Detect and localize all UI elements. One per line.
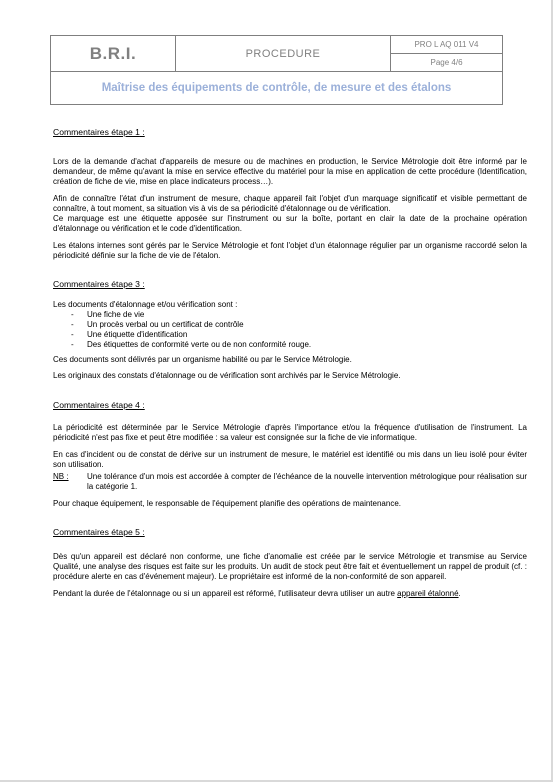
document-subtitle: Maîtrise des équipements de contrôle, de mesure et des étalons: [101, 82, 452, 94]
org-name: B.R.I.: [51, 36, 176, 72]
section-title-step5: Commentaires étape 5 :: [53, 527, 145, 537]
section-title-step3: Commentaires étape 3 :: [53, 279, 145, 289]
step1-paragraph-2: Afin de connaître l'état d'un instrument de mesure, chaque appareil fait l'objet d'un marquage significatif et visible permettant de connaître, à tout moment, sa situation vis à vis de sa périodicité d'étalonnage ou de vérification.: [53, 194, 527, 213]
step3-intro: Les documents d'étalonnage et/ou vérification sont :: [53, 300, 238, 309]
step4-paragraph-1: La périodicité est déterminée par le Service Métrologie d'après l'importance et/ou la fréquence d'utilisation de l'instrument. La périodicité n'est pas fixe et peut être modifiée : sa valeur est consignée sur la fiche de vie informatique.: [53, 423, 527, 442]
step4-note: [53, 472, 527, 492]
note-text: Une tolérance d'un mois est accordée à compter de l'échéance de la nouvelle intervention métrologique pour réalisation sur la catégorie 1.: [87, 472, 527, 491]
step3-paragraph-2: Les originaux des constats d'étalonnage ou de vérification sont archivés par le Service Métrologie.: [53, 371, 401, 380]
step1-paragraph-3: Ce marquage est une étiquette apposée sur l'instrument ou sur la boîte, portant en clair la date de la prochaine opération d'étalonnage ou vérification et le code d'identification.: [53, 214, 527, 233]
list-item: - Une fiche de vie: [71, 310, 527, 320]
calibrated-device-link: appareil étalonné: [397, 589, 459, 598]
section-title-step1: Commentaires étape 1 :: [53, 127, 145, 137]
doc-type: PROCEDURE: [176, 36, 391, 72]
section-title-step4: Commentaires étape 4 :: [53, 400, 145, 410]
step4-paragraph-3: Pour chaque équipement, le responsable de l'équipement planifie des opérations de maintenance.: [53, 499, 401, 508]
page-number: Page 4/6: [391, 54, 502, 72]
doc-reference: PRO L AQ 011 V4: [391, 36, 502, 54]
list-item: - Un procès verbal ou un certificat de contrôle: [71, 320, 527, 330]
list-item: - Une étiquette d'identification: [71, 330, 527, 340]
step3-paragraph-1: Ces documents sont délivrés par un organisme habilité ou par le Service Métrologie.: [53, 355, 352, 364]
step1-paragraph-4: Les étalons internes sont gérés par le Service Métrologie et font l'objet d'un étalonnage régulier par un organisme raccordé selon la périodicité définie sur la fiche de vie de l'étalon.: [53, 241, 527, 260]
step3-documents-list: [53, 310, 527, 350]
document-body: [53, 127, 527, 599]
step1-paragraph-1: Lors de la demande d'achat d'appareils de mesure ou de machines en production, le Service Métrologie doit être informé par le demandeur, de même qu'avant la mise en service effective du matériel pour la mise en application de cette procédure (Identification, création de fiche de vie, mise en place indicateurs process…).: [53, 157, 527, 186]
document-header: [50, 35, 503, 105]
step5-paragraph-1: Dès qu'un appareil est déclaré non conforme, une fiche d'anomalie est créée par le service Métrologie et transmise au Service Qualité, une analyse des risques est faite sur les produits. Un audit de stock peut être fait et éventuellement un rappel de produit (cf. : procédure alerte en cas d'événement majeur). Le propriétaire est informé de la non-conformité de son appareil.: [53, 552, 527, 581]
step4-paragraph-2: En cas d'incident ou de constat de dérive sur un instrument de mesure, le matériel est identifié ou mis dans un lieu isolé pour éviter son utilisation.: [53, 450, 527, 469]
note-label: NB :: [53, 472, 69, 481]
list-item: - Des étiquettes de conformité verte ou de non conformité rouge.: [71, 340, 527, 350]
step5-paragraph-2: Pendant la durée de l'étalonnage ou si un appareil est réformé, l'utilisateur devra utiliser un autre appareil étalonné.: [53, 589, 461, 598]
